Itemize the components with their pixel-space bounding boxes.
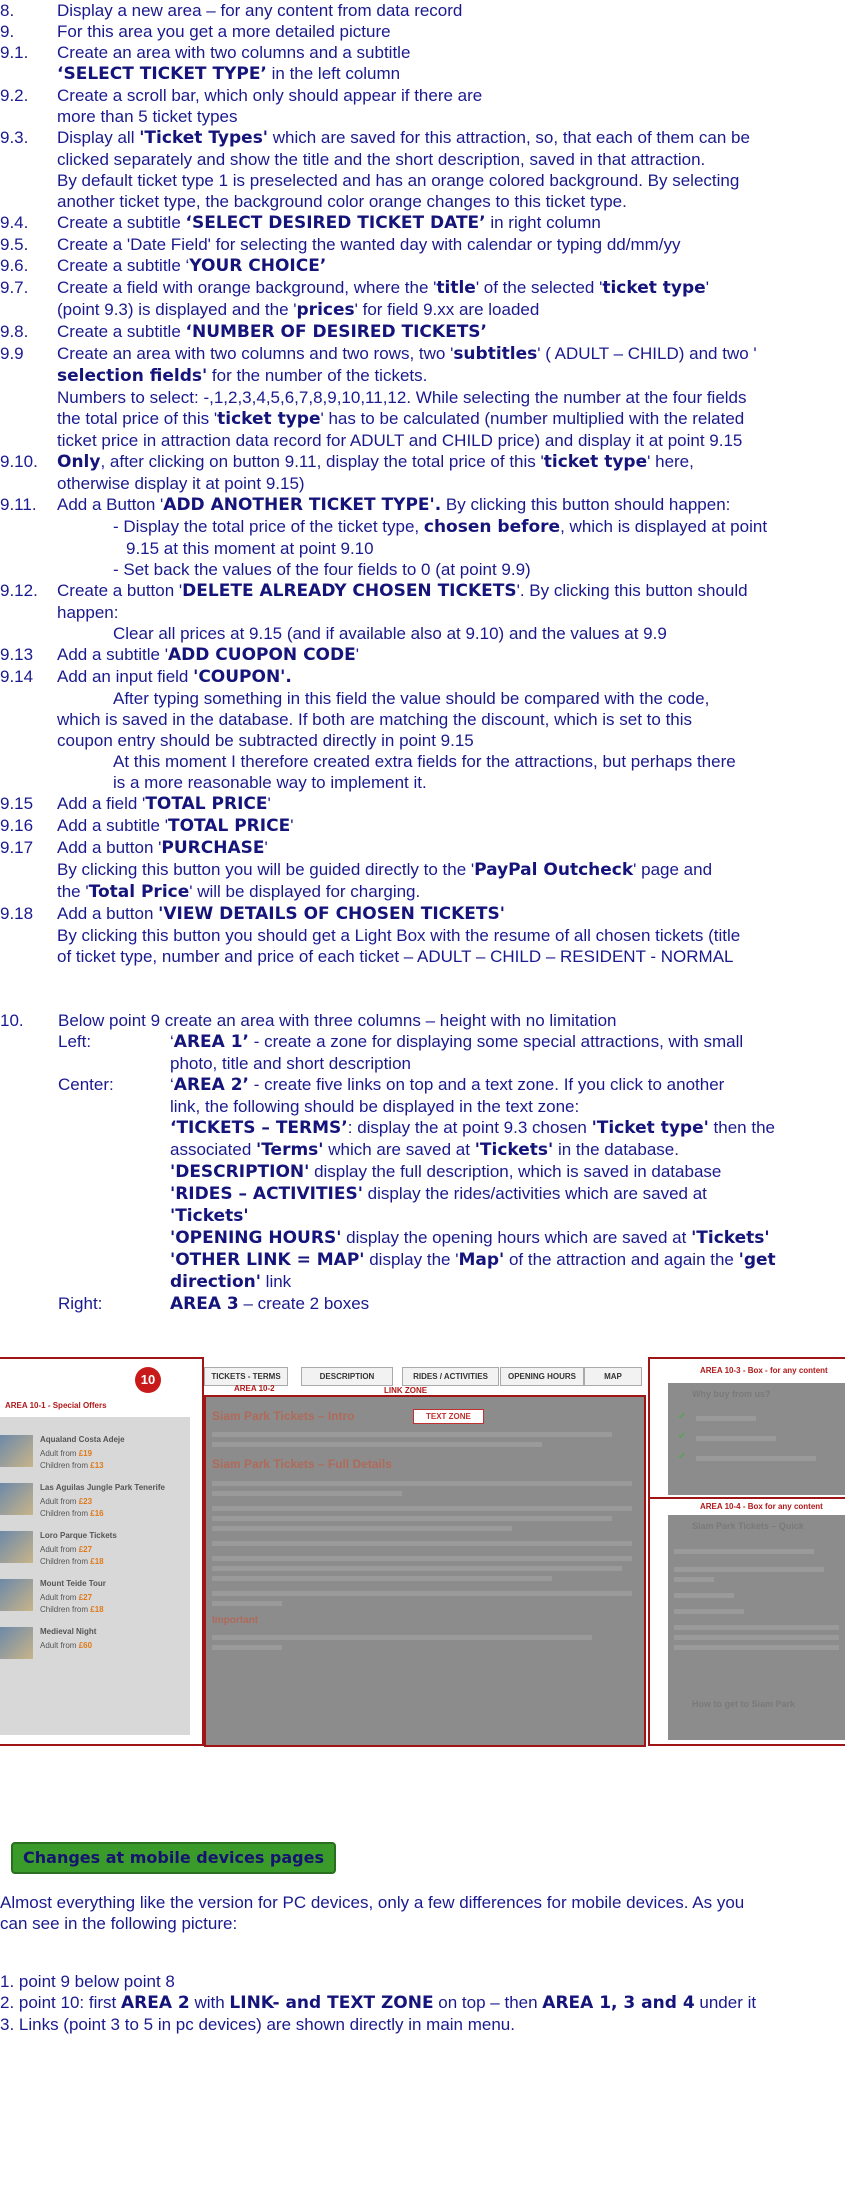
text-segment: ' of the selected ' xyxy=(475,278,603,297)
bold-term: DELETE ALREADY CHOSEN TICKETS xyxy=(182,581,517,601)
spec-line xyxy=(0,688,845,709)
text-segment: which are saved at xyxy=(323,1140,475,1159)
spec-line xyxy=(0,170,845,191)
area-description-line xyxy=(0,1117,845,1139)
desktop-layout-screenshot xyxy=(0,1357,845,1752)
item-number: 9.17 xyxy=(0,838,34,857)
text-segment: By clicking this button should happen: xyxy=(441,495,731,514)
heading-full-details: Siam Park Tickets – Full Details xyxy=(212,1457,392,1471)
bold-term: ‘SELECT DESIRED TICKET DATE’ xyxy=(185,213,486,233)
item-number: 9.15 xyxy=(0,794,34,813)
bold-term: ticket type xyxy=(602,278,706,298)
offer-title: Las Aguilas Jungle Park Tenerife xyxy=(40,1483,165,1492)
heading-intro: Siam Park Tickets – Intro xyxy=(212,1409,355,1423)
text-segment: which is saved in the database. If both are matching the discount, which is set to this xyxy=(57,710,693,729)
offer-title: Mount Teide Tour xyxy=(40,1579,106,1588)
spec-line xyxy=(0,538,845,559)
text-segment: – create 2 boxes xyxy=(238,1294,370,1313)
text-segment: another ticket type, the background color orange changes to this ticket type. xyxy=(57,192,627,211)
text-segment: '. By clicking this button should xyxy=(516,581,748,600)
spec-line xyxy=(0,191,845,212)
item-number: 9.2. xyxy=(0,86,29,105)
item-number: 9.3. xyxy=(0,128,29,147)
offer-thumbnail xyxy=(0,1531,33,1563)
offer-adult-price: Adult from £27 xyxy=(40,1545,93,1554)
mobile-intro-line-2: can see in the following picture: xyxy=(0,1914,238,1933)
text-segment: Create an area with two columns and two rows, two ' xyxy=(57,344,454,363)
bold-term: AREA 3 xyxy=(170,1294,239,1314)
point-10-intro xyxy=(0,1010,845,1031)
area-10-1-panel xyxy=(0,1357,204,1746)
area-10-2-label: AREA 10-2 xyxy=(234,1384,275,1393)
item-number: 9.14 xyxy=(0,667,34,686)
item-number: 9.18 xyxy=(0,904,34,923)
text-segment: (point 9.3) is displayed and the ' xyxy=(57,300,297,319)
item-number: 9.16 xyxy=(0,816,34,835)
spec-line xyxy=(0,580,845,602)
bold-term: TOTAL PRICE xyxy=(167,816,291,836)
text-segment: Create a scroll bar, which only should appear if there are xyxy=(57,86,483,105)
text-segment: Add a subtitle ' xyxy=(57,645,168,664)
bold-term: Total Price xyxy=(88,882,190,902)
bold-term: ticket type xyxy=(543,452,648,472)
offer-thumbnail xyxy=(0,1579,33,1611)
text-segment: Clear all prices at 9.15 (and if available also at 9.10) and the values at 9.9 xyxy=(113,624,667,643)
area-description-line xyxy=(0,1227,845,1249)
area-description-line xyxy=(0,1074,845,1096)
bold-term: ‘SELECT TICKET TYPE’ xyxy=(57,64,267,84)
bold-term: subtitles xyxy=(453,344,538,364)
text-segment: Add a button xyxy=(57,904,159,923)
item-number: 9. xyxy=(0,22,15,41)
text-segment: By clicking this button you will be guided directly to the ' xyxy=(57,860,475,879)
bold-term: chosen before xyxy=(423,517,561,537)
item-number: 9.12. xyxy=(0,581,38,600)
bold-term: 'OPENING HOURS' xyxy=(170,1228,342,1248)
text-segment: happen: xyxy=(57,603,119,622)
offer-adult-price: Adult from £23 xyxy=(40,1497,93,1506)
spec-line xyxy=(0,946,845,967)
area-description-line xyxy=(0,1249,845,1271)
text-segment: coupon entry should be subtracted directly in point 9.15 xyxy=(57,731,474,750)
text-segment: display the ' xyxy=(364,1250,459,1269)
offer-child-price: Children from £18 xyxy=(40,1557,104,1566)
spec-line xyxy=(0,903,845,925)
bold-term: 'Tickets' xyxy=(691,1228,770,1248)
bold-term: AREA 2 xyxy=(120,1993,190,2013)
mobile-list-item xyxy=(0,1992,845,2014)
text-segment: Create a button ' xyxy=(57,581,183,600)
text-segment: link, the following should be displayed in the text zone: xyxy=(170,1097,580,1116)
text-segment: ' xyxy=(355,645,359,664)
bold-term: 'DESCRIPTION' xyxy=(170,1162,310,1182)
text-segment: : display the at point 9.3 chosen xyxy=(347,1118,592,1137)
text-segment: on top – then xyxy=(433,1993,543,2012)
text-segment: photo, title and short description xyxy=(170,1054,411,1073)
text-segment: ' here, xyxy=(647,452,694,471)
mobile-intro xyxy=(0,1892,845,1934)
text-segment: , which is displayed at point xyxy=(560,517,768,536)
item-number: 9.4. xyxy=(0,213,29,232)
area-description-line xyxy=(0,1271,845,1293)
area-10-1-label: AREA 10-1 - Special Offers xyxy=(5,1401,107,1410)
offer-title: Medieval Night xyxy=(40,1627,97,1636)
text-segment: which are saved for this attraction, so, that each of them can be xyxy=(268,128,750,147)
bold-term: 'Tickets' xyxy=(474,1140,554,1160)
spec-line xyxy=(0,255,845,277)
link-zone-label: LINK ZONE xyxy=(384,1386,428,1395)
item-number: 8. xyxy=(0,1,15,20)
bold-term: TOTAL PRICE xyxy=(145,794,268,814)
tab-link[interactable]: RIDES / ACTIVITIES xyxy=(402,1367,499,1386)
item-number: 9.5. xyxy=(0,235,29,254)
area-description-line xyxy=(0,1183,845,1205)
offer-adult-price: Adult from £27 xyxy=(40,1593,93,1602)
text-segment: ticket price in attraction data record for ADULT and CHILD price) and display it at point 9.15 xyxy=(57,431,743,450)
item-number: 10. xyxy=(0,1011,24,1030)
bold-term: ‘TICKETS – TERMS’ xyxy=(170,1118,348,1138)
text-segment: Create a subtitle ‘ xyxy=(57,256,190,275)
mobile-differences-list xyxy=(0,1971,845,2035)
spec-line xyxy=(0,85,845,106)
text-segment: - Set back the values of the four fields to 0 (at point 9.9) xyxy=(113,560,531,579)
text-segment: link xyxy=(260,1272,292,1291)
text-segment: For this area you get a more detailed picture xyxy=(57,22,391,41)
item-number: 9.6. xyxy=(0,256,29,275)
bold-term: 'Terms' xyxy=(256,1140,324,1160)
spec-line xyxy=(0,149,845,170)
spec-line xyxy=(0,772,845,793)
text-segment: display the full description, which is saved in database xyxy=(309,1162,722,1181)
spec-line xyxy=(0,365,845,387)
offer-title: Loro Parque Tickets xyxy=(40,1531,117,1540)
offer-item[interactable] xyxy=(0,1579,190,1627)
offer-child-price: Children from £13 xyxy=(40,1461,104,1470)
bold-term: 'Ticket Types' xyxy=(139,128,269,148)
text-segment: 1. point 9 below point 8 xyxy=(0,1972,175,1991)
spec-line xyxy=(0,793,845,815)
spec-line xyxy=(0,21,845,42)
area-10-4-panel xyxy=(648,1497,845,1746)
spec-line xyxy=(0,277,845,299)
heading-important: Important xyxy=(212,1615,259,1626)
text-segment: for the number of the tickets. xyxy=(207,366,428,385)
tab-link[interactable]: TICKETS - TERMS xyxy=(204,1367,288,1386)
text-segment: more than 5 ticket types xyxy=(57,107,238,126)
item-number: 9.13 xyxy=(0,645,34,664)
text-segment: Add a field ' xyxy=(57,794,146,813)
spec-line xyxy=(0,881,845,903)
bold-term: title xyxy=(436,278,476,298)
spec-line xyxy=(0,212,845,234)
item-number: 9.1. xyxy=(0,43,29,62)
item-number: 9.9 xyxy=(0,344,24,363)
item-number: 9.7. xyxy=(0,278,29,297)
text-segment: of ticket type, number and price of each ticket – ADULT – CHILD – RESIDENT - NORMAL xyxy=(57,947,734,966)
spec-line xyxy=(0,106,845,127)
text-segment: Create a subtitle xyxy=(57,213,186,232)
text-segment: 9.15 at this moment at point 9.10 xyxy=(126,539,374,558)
area-10-3-panel: AREA 10-3 - Box - for any content Why buy from us? ✔ ✔ ✔ xyxy=(648,1357,845,1499)
spec-line xyxy=(0,42,845,63)
why-buy-heading: Why buy from us? xyxy=(692,1389,771,1399)
text-segment: then the xyxy=(708,1118,775,1137)
tab-link[interactable]: DESCRIPTION xyxy=(301,1367,393,1386)
text-segment: ' has to be calculated (number multiplied with the related xyxy=(320,409,745,428)
text-segment: Display a new area – for any content from data record xyxy=(57,1,463,20)
bold-term: ticket type xyxy=(217,409,321,429)
text-segment: in the left column xyxy=(266,64,401,83)
offer-item[interactable] xyxy=(0,1627,190,1675)
text-segment: otherwise display it at point 9.15) xyxy=(57,474,305,493)
area-description-line xyxy=(0,1096,845,1117)
bold-term: 'Tickets' xyxy=(170,1206,249,1226)
text-segment: Below point 9 create an area with three columns – height with no limitation xyxy=(58,1011,617,1030)
area-description-line xyxy=(0,1031,845,1053)
offer-adult-price: Adult from £19 xyxy=(40,1449,93,1458)
text-segment: under it xyxy=(694,1993,757,2012)
column-label: Left: xyxy=(58,1032,92,1051)
text-segment: ' page and xyxy=(633,860,713,879)
spec-line xyxy=(0,63,845,85)
spec-line xyxy=(0,666,845,688)
text-zone-tag: TEXT ZONE xyxy=(413,1409,484,1424)
text-segment: display the opening hours which are saved at xyxy=(341,1228,692,1247)
text-segment: At this moment I therefore created extra fields for the attractions, but perhaps there xyxy=(113,752,736,771)
text-segment: ' xyxy=(705,278,709,297)
spec-line xyxy=(0,709,845,730)
text-segment: ' will be displayed for charging. xyxy=(189,882,421,901)
spec-line xyxy=(0,516,845,538)
text-segment: ' xyxy=(264,838,268,857)
item-number: 9.10. xyxy=(0,452,38,471)
text-segment: is a more reasonable way to implement it. xyxy=(113,773,427,792)
bold-term: 'get xyxy=(738,1250,776,1270)
area-10-3-label: AREA 10-3 - Box - for any content xyxy=(700,1366,828,1375)
quick-facts-heading: Siam Park Tickets – Quick xyxy=(692,1521,804,1531)
bold-term: Only xyxy=(57,452,101,472)
spec-line xyxy=(0,837,845,859)
text-segment: ‘ xyxy=(170,1075,174,1094)
text-segment: ' for field 9.xx are loaded xyxy=(354,300,540,319)
column-label: Right: xyxy=(58,1294,103,1313)
bold-term: PURCHASE xyxy=(161,838,265,858)
area-10-2-panel xyxy=(204,1357,646,1747)
text-zone xyxy=(204,1395,646,1747)
text-segment: with xyxy=(189,1993,230,2012)
text-segment: Display all xyxy=(57,128,140,147)
text-segment: By clicking this button you should get a Light Box with the resume of all chosen tickets (title xyxy=(57,926,741,945)
tab-link[interactable]: MAP xyxy=(584,1367,642,1386)
tab-link[interactable]: OPENING HOURS xyxy=(500,1367,584,1386)
bold-term: ‘NUMBER OF DESIRED TICKETS’ xyxy=(185,322,487,342)
text-segment: ‘ xyxy=(170,1032,174,1051)
text-segment: the total price of this ' xyxy=(57,409,218,428)
text-segment: associated xyxy=(170,1140,256,1159)
text-segment: - create five links on top and a text zone. If you click to another xyxy=(249,1075,725,1094)
spec-line xyxy=(0,644,845,666)
spec-line xyxy=(0,343,845,365)
bold-term: 'RIDES – ACTIVITIES' xyxy=(170,1184,363,1204)
bold-term: prices xyxy=(296,300,355,320)
offer-thumbnail xyxy=(0,1435,33,1467)
area-description-line xyxy=(0,1139,845,1161)
number-badge: 10 xyxy=(135,1367,161,1393)
area-10-4-label: AREA 10-4 - Box for any content xyxy=(700,1502,823,1511)
spec-line xyxy=(0,473,845,494)
spec-line xyxy=(0,451,845,473)
column-label: Center: xyxy=(58,1075,114,1094)
bold-term: AREA 1’ xyxy=(173,1032,250,1052)
offer-adult-price: Adult from £60 xyxy=(40,1641,93,1650)
spec-line xyxy=(0,387,845,408)
item-number: 9.8. xyxy=(0,322,29,341)
offer-child-price: Children from £18 xyxy=(40,1605,104,1614)
spec-line xyxy=(0,751,845,772)
offer-thumbnail xyxy=(0,1627,33,1659)
text-segment: Add a subtitle ' xyxy=(57,816,168,835)
bold-term: LINK- and TEXT ZONE xyxy=(229,1993,434,2013)
bold-term: YOUR CHOICE’ xyxy=(189,256,327,276)
offer-thumbnail xyxy=(0,1483,33,1515)
spec-line xyxy=(0,321,845,343)
spec-line xyxy=(0,234,845,255)
bold-term: Map' xyxy=(458,1250,505,1270)
text-segment: Create a 'Date Field' for selecting the wanted day with calendar or typing dd/mm/yy xyxy=(57,235,681,254)
offer-item[interactable] xyxy=(0,1435,190,1483)
mobile-list-item xyxy=(0,1971,845,1992)
spec-line xyxy=(0,430,845,451)
area-description-line xyxy=(0,1161,845,1183)
text-segment: ' xyxy=(290,816,294,835)
spec-line xyxy=(0,299,845,321)
offer-title: Aqualand Costa Adeje xyxy=(40,1435,125,1444)
area-description-line xyxy=(0,1293,845,1315)
text-segment: , after clicking on button 9.11, display the total price of this ' xyxy=(100,452,544,471)
text-segment: 3. Links (point 3 to 5 in pc devices) are shown directly in main menu. xyxy=(0,2015,515,2034)
area-description-line xyxy=(0,1053,845,1074)
spec-line xyxy=(0,408,845,430)
spec-line xyxy=(0,127,845,149)
text-segment: in the database. xyxy=(553,1140,679,1159)
text-segment: Add a button ' xyxy=(57,838,162,857)
spec-line xyxy=(0,623,845,644)
text-segment: Create a subtitle xyxy=(57,322,186,341)
spec-line xyxy=(0,730,845,751)
text-segment: Numbers to select: -,1,2,3,4,5,6,7,8,9,10,11,12. While selecting the number at the four fields xyxy=(57,388,747,407)
spec-point-10 xyxy=(0,1010,845,1315)
text-segment: of the attraction and again the xyxy=(504,1250,739,1269)
mobile-intro-line-1: Almost everything like the version for PC devices, only a few differences for mobile devices. As you xyxy=(0,1893,745,1912)
area-description-line xyxy=(0,1205,845,1227)
text-segment: Create an area with two columns and a subtitle xyxy=(57,43,411,62)
spec-line xyxy=(0,0,845,21)
bold-term: PayPal Outcheck xyxy=(474,860,634,880)
text-segment: - Display the total price of the ticket type, xyxy=(113,517,424,536)
offer-item[interactable] xyxy=(0,1483,190,1531)
bold-term: ADD CUOPON CODE xyxy=(167,645,356,665)
text-segment: clicked separately and show the title and the short description, saved in that attraction. xyxy=(57,150,706,169)
offer-child-price: Children from £16 xyxy=(40,1509,104,1518)
item-number: 9.11. xyxy=(0,495,37,514)
text-segment: the ' xyxy=(57,882,89,901)
bold-term: ADD ANOTHER TICKET TYPE'. xyxy=(163,495,442,515)
text-segment: ' ( ADULT – CHILD) and two ' xyxy=(537,344,757,363)
text-segment: - create a zone for displaying some special attractions, with small xyxy=(249,1032,744,1051)
text-segment: display the rides/activities which are saved at xyxy=(362,1184,707,1203)
spec-line xyxy=(0,559,845,580)
bold-term: selection fields' xyxy=(57,366,208,386)
spec-line xyxy=(0,815,845,837)
spec-list-point-8-9 xyxy=(0,0,845,967)
bold-term: AREA 1, 3 and 4 xyxy=(542,1993,695,2013)
text-segment: Add an input field xyxy=(57,667,194,686)
bold-term: 'Ticket type' xyxy=(591,1118,709,1138)
how-to-get-heading: How to get to Siam Park xyxy=(692,1699,796,1709)
text-segment: After typing something in this field the value should be compared with the code, xyxy=(113,689,710,708)
bold-term: 'OTHER LINK = MAP' xyxy=(170,1250,365,1270)
bold-term: 'COUPON'. xyxy=(193,667,292,687)
text-segment: Add a Button ' xyxy=(57,495,164,514)
offers-list xyxy=(0,1417,190,1735)
text-segment: By default ticket type 1 is preselected and has an orange colored background. By selecting xyxy=(57,171,740,190)
text-segment: ' xyxy=(267,794,271,813)
bold-term: 'VIEW DETAILS OF CHOSEN TICKETS' xyxy=(158,904,505,924)
spec-line xyxy=(0,494,845,516)
text-segment: Create a field with orange background, where the ' xyxy=(57,278,437,297)
bold-term: AREA 2’ xyxy=(173,1075,250,1095)
text-segment: 2. point 10: first xyxy=(0,1993,121,2012)
spec-line xyxy=(0,859,845,881)
spec-line xyxy=(0,925,845,946)
mobile-changes-button[interactable]: Changes at mobile devices pages xyxy=(11,1842,336,1874)
offer-item[interactable] xyxy=(0,1531,190,1579)
bold-term: direction' xyxy=(170,1272,261,1292)
mobile-list-item xyxy=(0,2014,845,2035)
spec-line xyxy=(0,602,845,623)
text-segment: in right column xyxy=(485,213,601,232)
